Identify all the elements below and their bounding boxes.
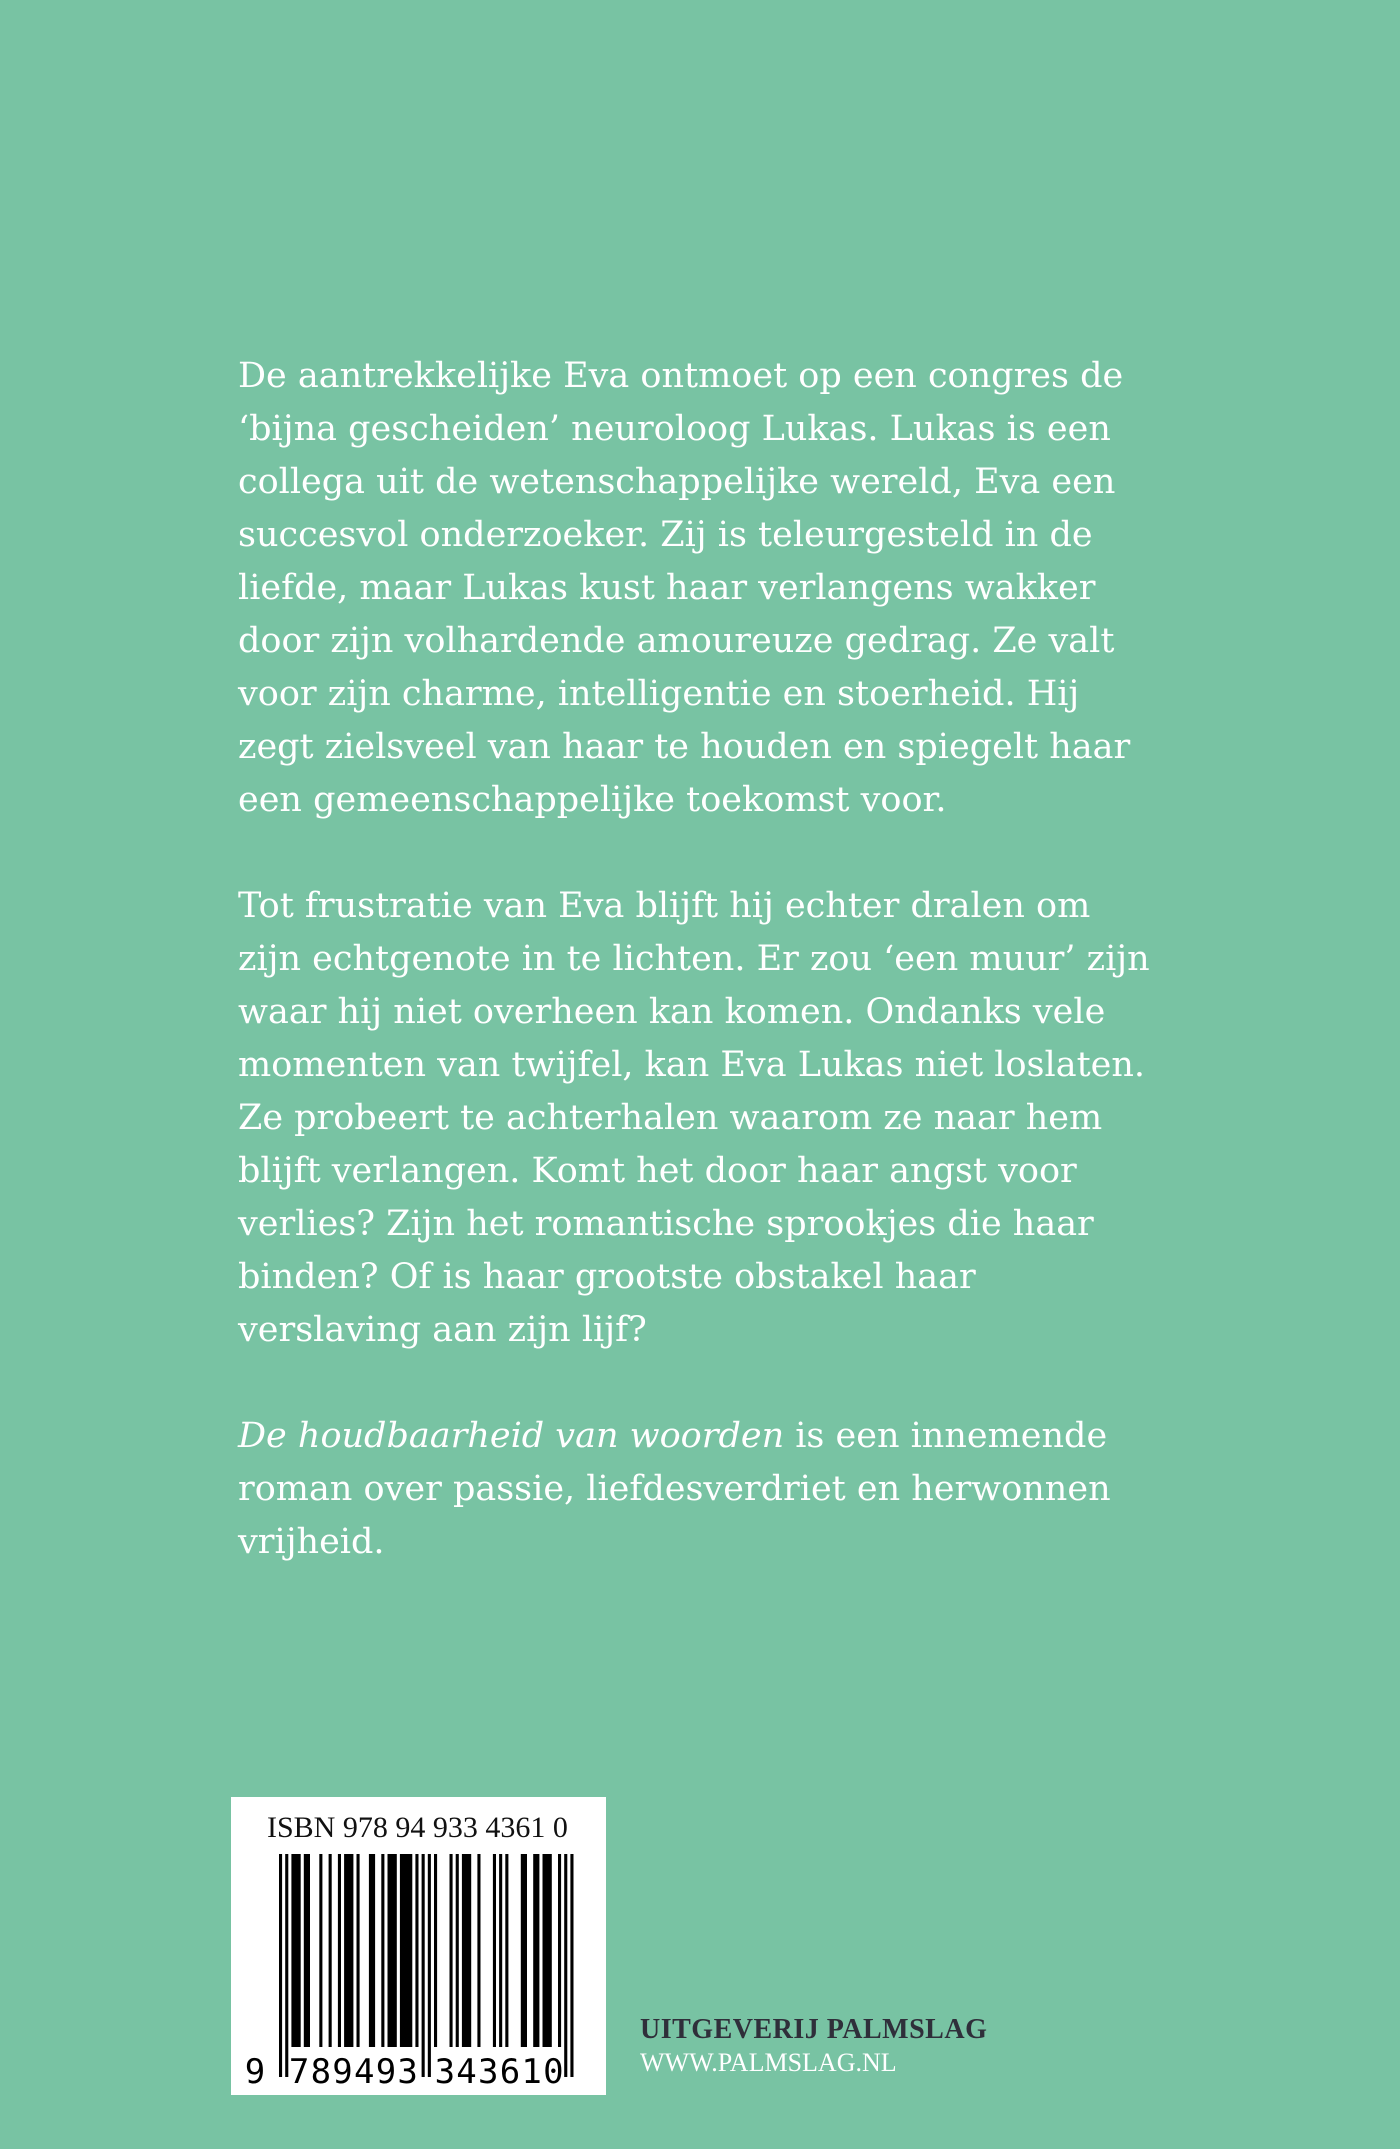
- barcode-bar: [462, 1854, 471, 2047]
- publisher-block: [640, 2013, 987, 2079]
- publisher-url: WWW.PALMSLAG.NL: [640, 2048, 897, 2077]
- barcode-bar: [558, 1854, 561, 2047]
- barcode-digit: 3: [397, 2052, 418, 2092]
- blurb-paragraph-3-rest: is een innemende roman over passie, liefdesverdriet en herwonnen vrijheid.: [238, 1416, 1111, 1562]
- barcode-bar: [450, 1854, 453, 2047]
- blurb-paragraph-1: De aantrekkelijke Eva ontmoet op een congres de ‘bijna gescheiden’ neuroloog Lukas. Lukas is een collega uit de wetenschappelijke wereld, Eva een succesvol onderzoeker. Zij is teleurgesteld in de liefde, maar Lukas kust haar verlangens wakker door zijn volhardende amoureuze gedrag. Ze valt voor zijn charme, intelligentie en stoerheid. Hij zegt zielsveel van haar te houden en spiegelt haar een gemeenschappelijke toekomst voor.: [238, 356, 1131, 820]
- barcode-bar: [434, 1854, 437, 2047]
- barcode-bar: [338, 1854, 341, 2047]
- isbn-label: ISBN 978 94 933 4361 0: [267, 1811, 568, 1844]
- barcode-bar: [381, 1854, 384, 2047]
- barcode-graphic: [231, 1797, 606, 2095]
- barcode-digit: 9: [332, 2052, 353, 2092]
- barcode-bar: [521, 1854, 527, 2047]
- barcode-digit: 4: [456, 2052, 477, 2092]
- barcode-bar: [564, 1854, 567, 2077]
- barcode-bar: [505, 1854, 508, 2047]
- barcode-bar: [422, 1854, 425, 2077]
- publisher-name: UITGEVERIJ PALMSLAG: [640, 2014, 988, 2045]
- barcode-digit: 3: [434, 2052, 456, 2092]
- barcode-bar: [570, 1854, 573, 2077]
- barcode-bar: [369, 1854, 375, 2047]
- barcode-digit: 1: [521, 2052, 542, 2092]
- barcode-digit: 6: [499, 2052, 521, 2092]
- barcode-bar: [291, 1854, 300, 2047]
- barcode-bar: [279, 1854, 282, 2077]
- barcode-bar: [304, 1854, 310, 2047]
- back-cover-blurb: [238, 350, 1158, 1622]
- barcode-bar: [319, 1854, 322, 2047]
- barcode-digit: 4: [354, 2052, 375, 2092]
- barcode-digit: 8: [310, 2052, 332, 2092]
- blurb-paragraph-3: [238, 1410, 1158, 1569]
- isbn-barcode: [231, 1797, 606, 2095]
- barcode-bar: [493, 1854, 496, 2047]
- barcode-digit: 9: [244, 2052, 266, 2092]
- barcode-bar: [428, 1854, 431, 2077]
- barcode-bar: [344, 1854, 353, 2047]
- blurb-paragraph-2: Tot frustratie van Eva blijft hij echter dralen om zijn echtgenote in te lichten. Er zou ‘een muur’ zijn waar hij niet overheen kan komen. Ondanks vele momenten van twijfel, kan Eva Lukas niet loslaten. Ze probeert te achterhalen waarom ze naar hem blijft verlangen. Komt het door haar angst voor verlies? Zijn het romantische sprookjes die haar binden? Of is haar grootste obstakel haar verslaving aan zijn lijf?: [238, 886, 1150, 1350]
- barcode-bar: [329, 1854, 332, 2047]
- barcode-digit: 0: [543, 2052, 564, 2092]
- barcode-bar: [533, 1854, 539, 2047]
- barcode-bar: [499, 1854, 502, 2047]
- barcode-bar: [543, 1854, 552, 2047]
- barcode-bar: [388, 1854, 397, 2047]
- barcode-digit: 9: [375, 2052, 397, 2092]
- barcode-digit: 3: [478, 2052, 499, 2092]
- barcode-bar: [456, 1854, 459, 2047]
- barcode-bar: [400, 1854, 412, 2047]
- barcode-bar: [285, 1854, 288, 2077]
- barcode-bar: [357, 1854, 360, 2047]
- barcode-bar: [477, 1854, 480, 2047]
- barcode-digit: 7: [288, 2052, 310, 2092]
- book-title-italic: De houdbaarheid van woorden: [238, 1416, 785, 1456]
- barcode-bar: [415, 1854, 418, 2047]
